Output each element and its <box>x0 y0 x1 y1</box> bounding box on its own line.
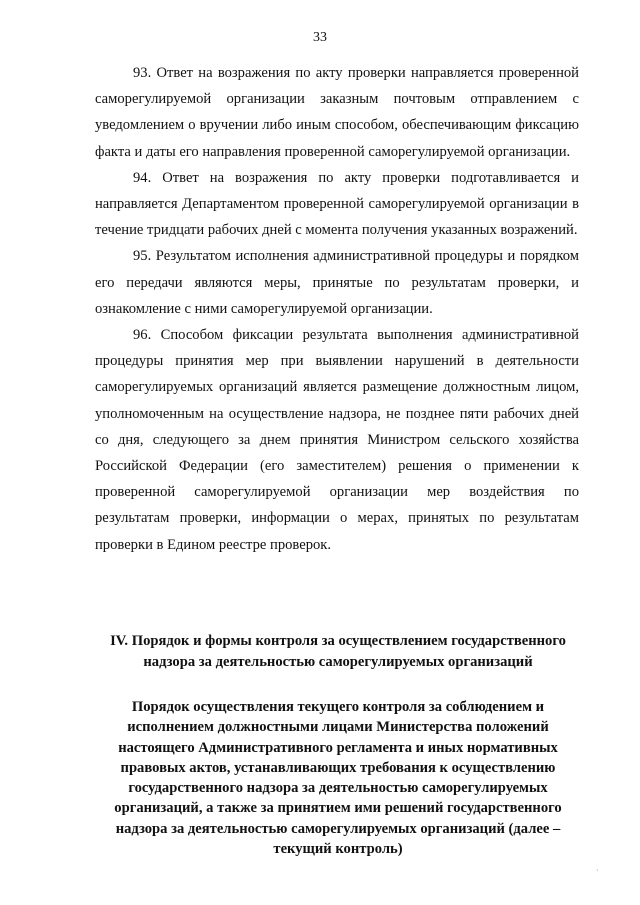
margin-mark: · <box>596 866 599 875</box>
page-number: 33 <box>313 30 327 45</box>
section-heading: IV. Порядок и формы контроля за осуществлением государственного надзора за деятельностью саморегулируемых организаций <box>110 633 566 670</box>
subsection-heading: Порядок осуществления текущего контроля за соблюдением и исполнением должностными лицами Министерства положений настоящего Административного регламента и иных нормативных правовых актов, устанавливающих требования к осуществлению государственного надзора за деятельностью саморегулируемых организаций, а также за принятием ими решений государственного надзора за деятельностью саморегулируемых организаций (далее – текущий контроль) <box>114 699 562 858</box>
paragraph-94: 94. Ответ на возражения по акту проверки подготавливается и направляется Департаментом проверенной саморегулируемой организации в течение тридцати рабочих дней с момента получения указанных возражений. <box>95 169 579 239</box>
paragraph-93: 93. Ответ на возражения по акту проверки направляется проверенной саморегулируемой организации заказным почтовым отправлением с уведомлением о вручении либо иным способом, обеспечивающим фиксацию факта и даты его направления проверенной саморегулируемой организации. <box>95 65 579 160</box>
paragraph-96: 96. Способом фиксации результата выполнения административной процедуры принятия мер при выявлении нарушений в деятельности саморегулируемых организаций является размещение должностным лицом, уполномоченным на осуществление надзора, не позднее пяти рабочих дней со дня, следующего за днем принятия Министром сельского хозяйства Российской Федерации (его заместителем) решения о применении к проверенной саморегулируемой организации мер воздействия по результатам проверки, информации о мерах, принятых по результатам проверки в Едином реестре проверок. <box>95 327 579 553</box>
paragraph-95: 95. Результатом исполнения административной процедуры и порядком его передачи являются меры, принятые по результатам проверки, и ознакомление с ними саморегулируемой организации. <box>95 248 579 317</box>
document-body <box>95 60 579 558</box>
